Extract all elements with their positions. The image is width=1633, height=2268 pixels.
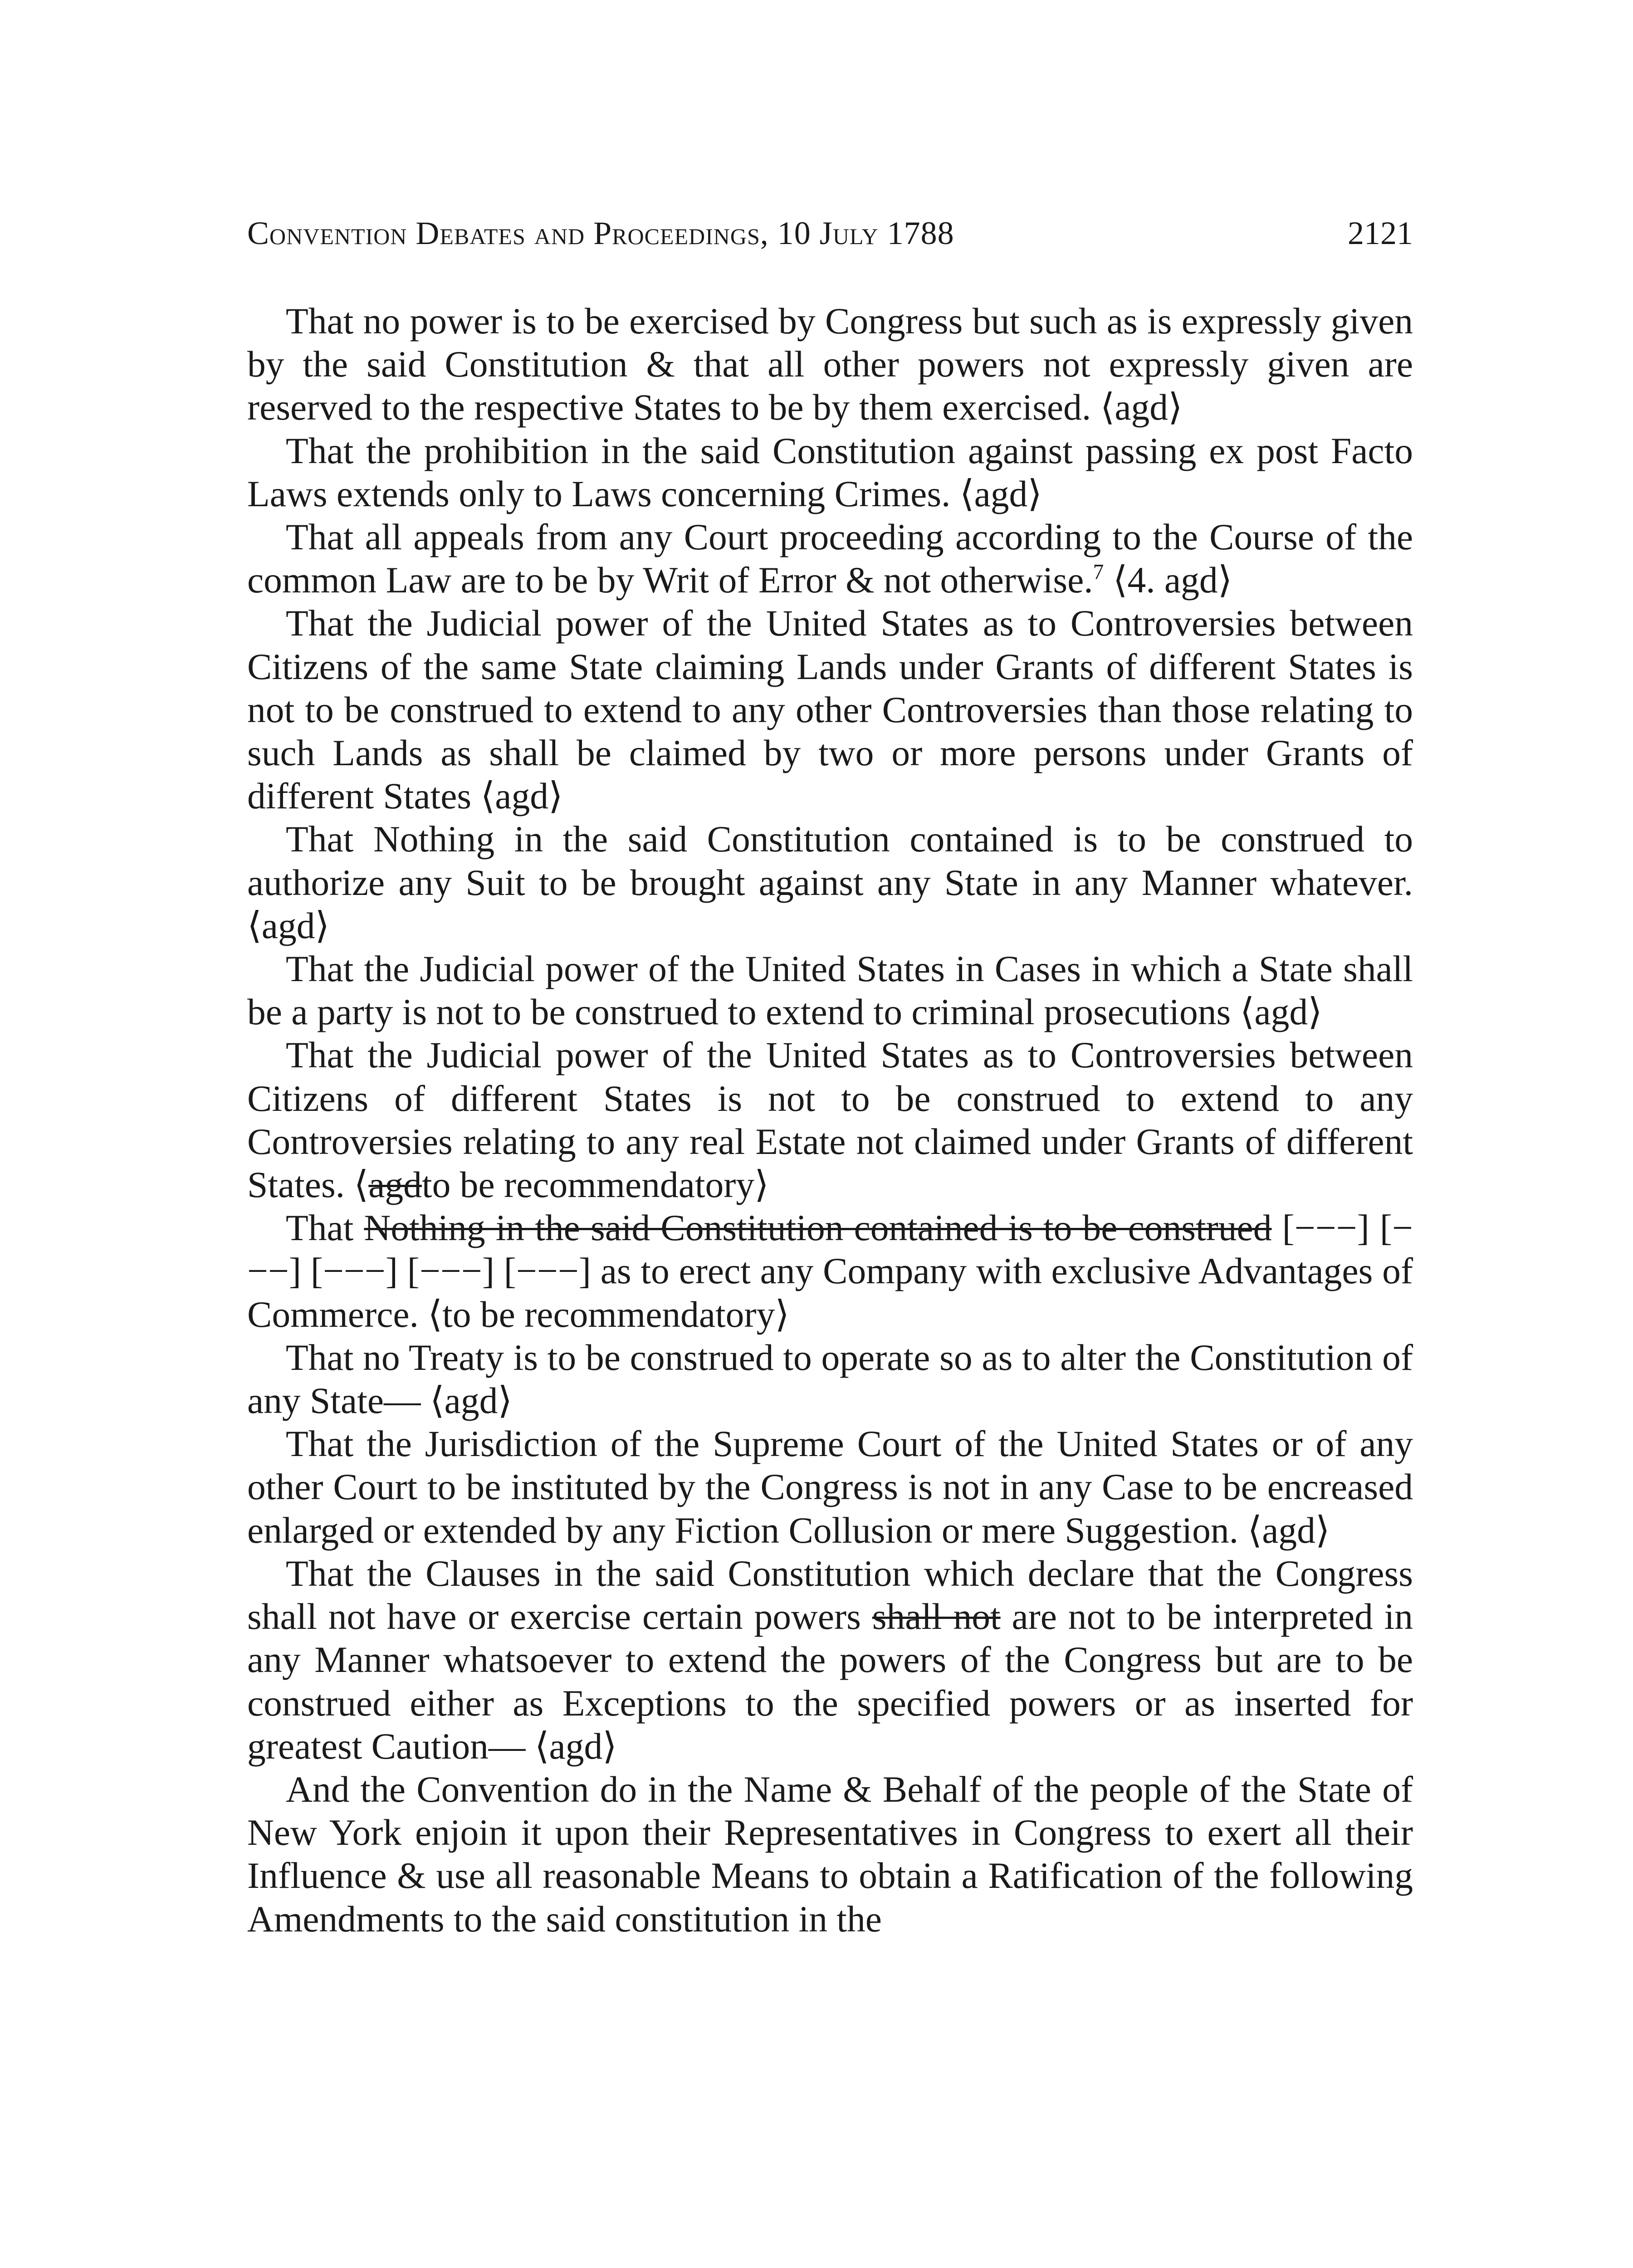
running-title: Convention Debates and Proceedings, 10 July 1788: [247, 215, 954, 251]
struck-text: Nothing in the said Constitution contained is to be construed: [364, 1207, 1272, 1249]
paragraph-text: [−−−] [−−−] [−−−] [−−−] [−−−] as to erect any Company with exclusive Advantages of Commerce. ⟨to be recommendatory⟩: [247, 1207, 1413, 1335]
paragraph-powers-reserved: That no power is to be exercised by Congress but such as is expressly given by the said Constitution & that all other powers not expressly given are reserved to the respective States to be by them exercised. ⟨agd⟩: [247, 300, 1413, 428]
paragraph-company-commerce: [247, 1206, 1413, 1336]
paragraph-real-estate: [247, 1033, 1413, 1206]
paragraph-land-grants-same-state: That the Judicial power of the United States as to Controversies between Citizens of the same State claiming Lands under Grants of different States is not to be construed to extend to any other Controversies than those relating to such Lands as shall be claimed by two or more persons under Grants of different States ⟨agd⟩: [247, 602, 1413, 817]
paragraph-treaty: That no Treaty is to be construed to operate so as to alter the Constitution of any State— ⟨agd⟩: [247, 1336, 1413, 1422]
paragraph-text: That the Clauses in the said Constitution which declare that the Congress shall not have or exercise certain powers: [247, 1552, 1413, 1637]
paragraph-appeals: [247, 515, 1413, 601]
struck-text: agd: [368, 1164, 422, 1206]
struck-text: shall not: [872, 1596, 1001, 1637]
paragraph-text: are not to be interpreted in any Manner whatsoever to extend the powers of the Congress but are to be construed either as Exceptions to the specified powers or as inserted for greatest Caution— ⟨agd⟩: [247, 1596, 1413, 1767]
paragraph-jurisdiction: That the Jurisdiction of the Supreme Court of the United States or of any other Court to be instituted by the Congress is not in any Case to be encreased enlarged or extended by any Fiction Collusion or mere Suggestion. ⟨agd⟩: [247, 1423, 1413, 1551]
page-number: 2121: [1348, 215, 1413, 251]
paragraph-text: That all appeals from any Court proceeding according to the Course of the common Law are to be by Writ of Error & not otherwise.: [247, 516, 1413, 601]
document-body: [247, 299, 1413, 1941]
paragraph-convention-amendments: And the Convention do in the Name & Behalf of the people of the State of New York enjoin it upon their Representatives in Congress to exert all their Influence & use all reasonable Means to obtain a Ratification of the following Amendments to the said constitution in the: [247, 1768, 1413, 1940]
paragraph-ex-post-facto: That the prohibition in the said Constitution against passing ex post Facto Laws extends only to Laws concerning Crimes. ⟨agd⟩: [247, 430, 1413, 514]
paragraph-suits-against-state: That Nothing in the said Constitution contained is to be construed to authorize any Suit to be brought against any State in any Manner whatever. ⟨agd⟩: [247, 818, 1413, 946]
paragraph-text: ⟨4. agd⟩: [1104, 559, 1232, 601]
paragraph-text: That the Judicial power of the United States as to Controversies between Citizens of different States is not to be construed to extend to any Controversies relating to any real Estate not claimed under Grants of different States. ⟨: [247, 1034, 1413, 1206]
paragraph-text: That: [286, 1207, 364, 1249]
paragraph-clauses: [247, 1552, 1413, 1768]
running-header: [247, 217, 1413, 249]
paragraph-criminal-prosecutions: That the Judicial power of the United States in Cases in which a State shall be a party is not to be construed to extend to criminal prosecutions ⟨agd⟩: [247, 948, 1413, 1033]
paragraph-text: to be recommendatory⟩: [421, 1164, 769, 1206]
footnote-ref: 7: [1093, 560, 1104, 584]
